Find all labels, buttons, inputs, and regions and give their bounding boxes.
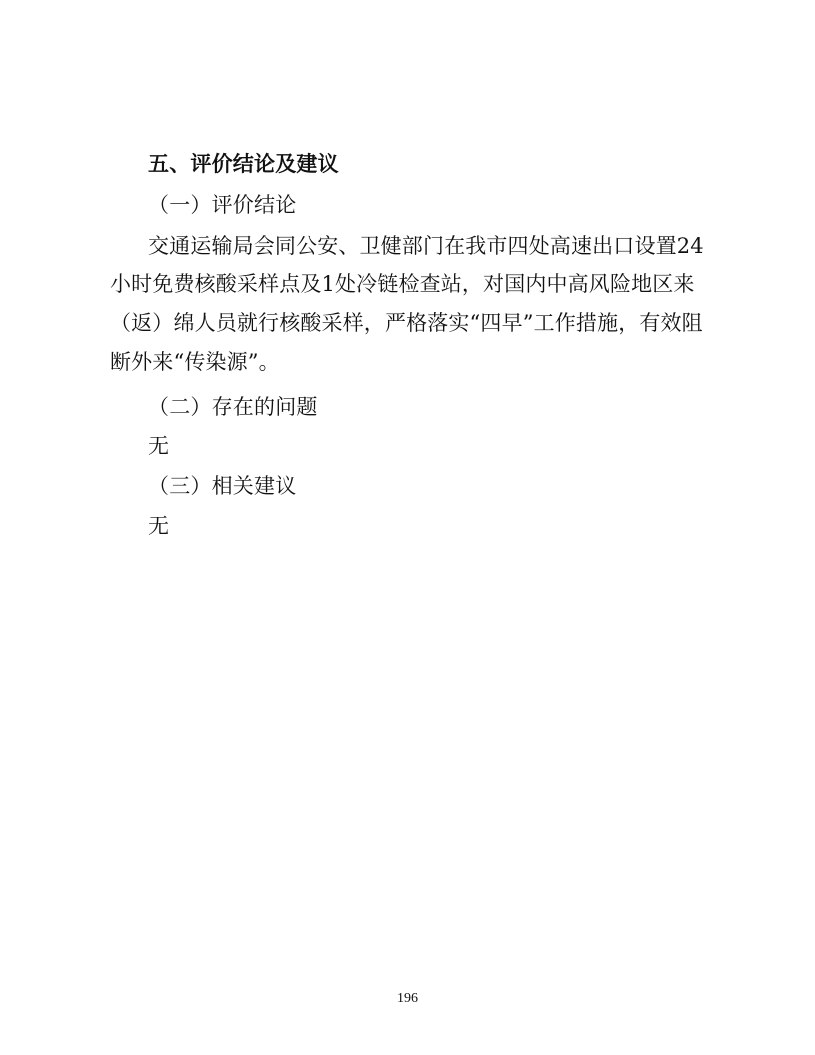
paragraph-line-2: 小时免费核酸采样点及1处冷链检查站，对国内中高风险地区来 bbox=[110, 272, 695, 296]
subsection-title-problems: （二）存在的问题 bbox=[148, 395, 318, 419]
subsection-title-suggestions: （三）相关建议 bbox=[148, 474, 297, 498]
suggestions-content: 无 bbox=[148, 514, 170, 538]
section-heading: 五、评价结论及建议 bbox=[148, 152, 339, 176]
page-number: 196 bbox=[397, 991, 418, 1006]
subsection-title-conclusion: （一）评价结论 bbox=[148, 193, 297, 217]
paragraph-line-1: 交通运输局会同公安、卫健部门在我市四处高速出口设置24 bbox=[148, 234, 704, 258]
problems-content: 无 bbox=[148, 434, 170, 458]
paragraph-line-3: （返）绵人员就行核酸采样，严格落实“四早”工作措施，有效阻 bbox=[110, 311, 703, 335]
paragraph-line-4: 断外来“传染源”。 bbox=[110, 350, 280, 374]
